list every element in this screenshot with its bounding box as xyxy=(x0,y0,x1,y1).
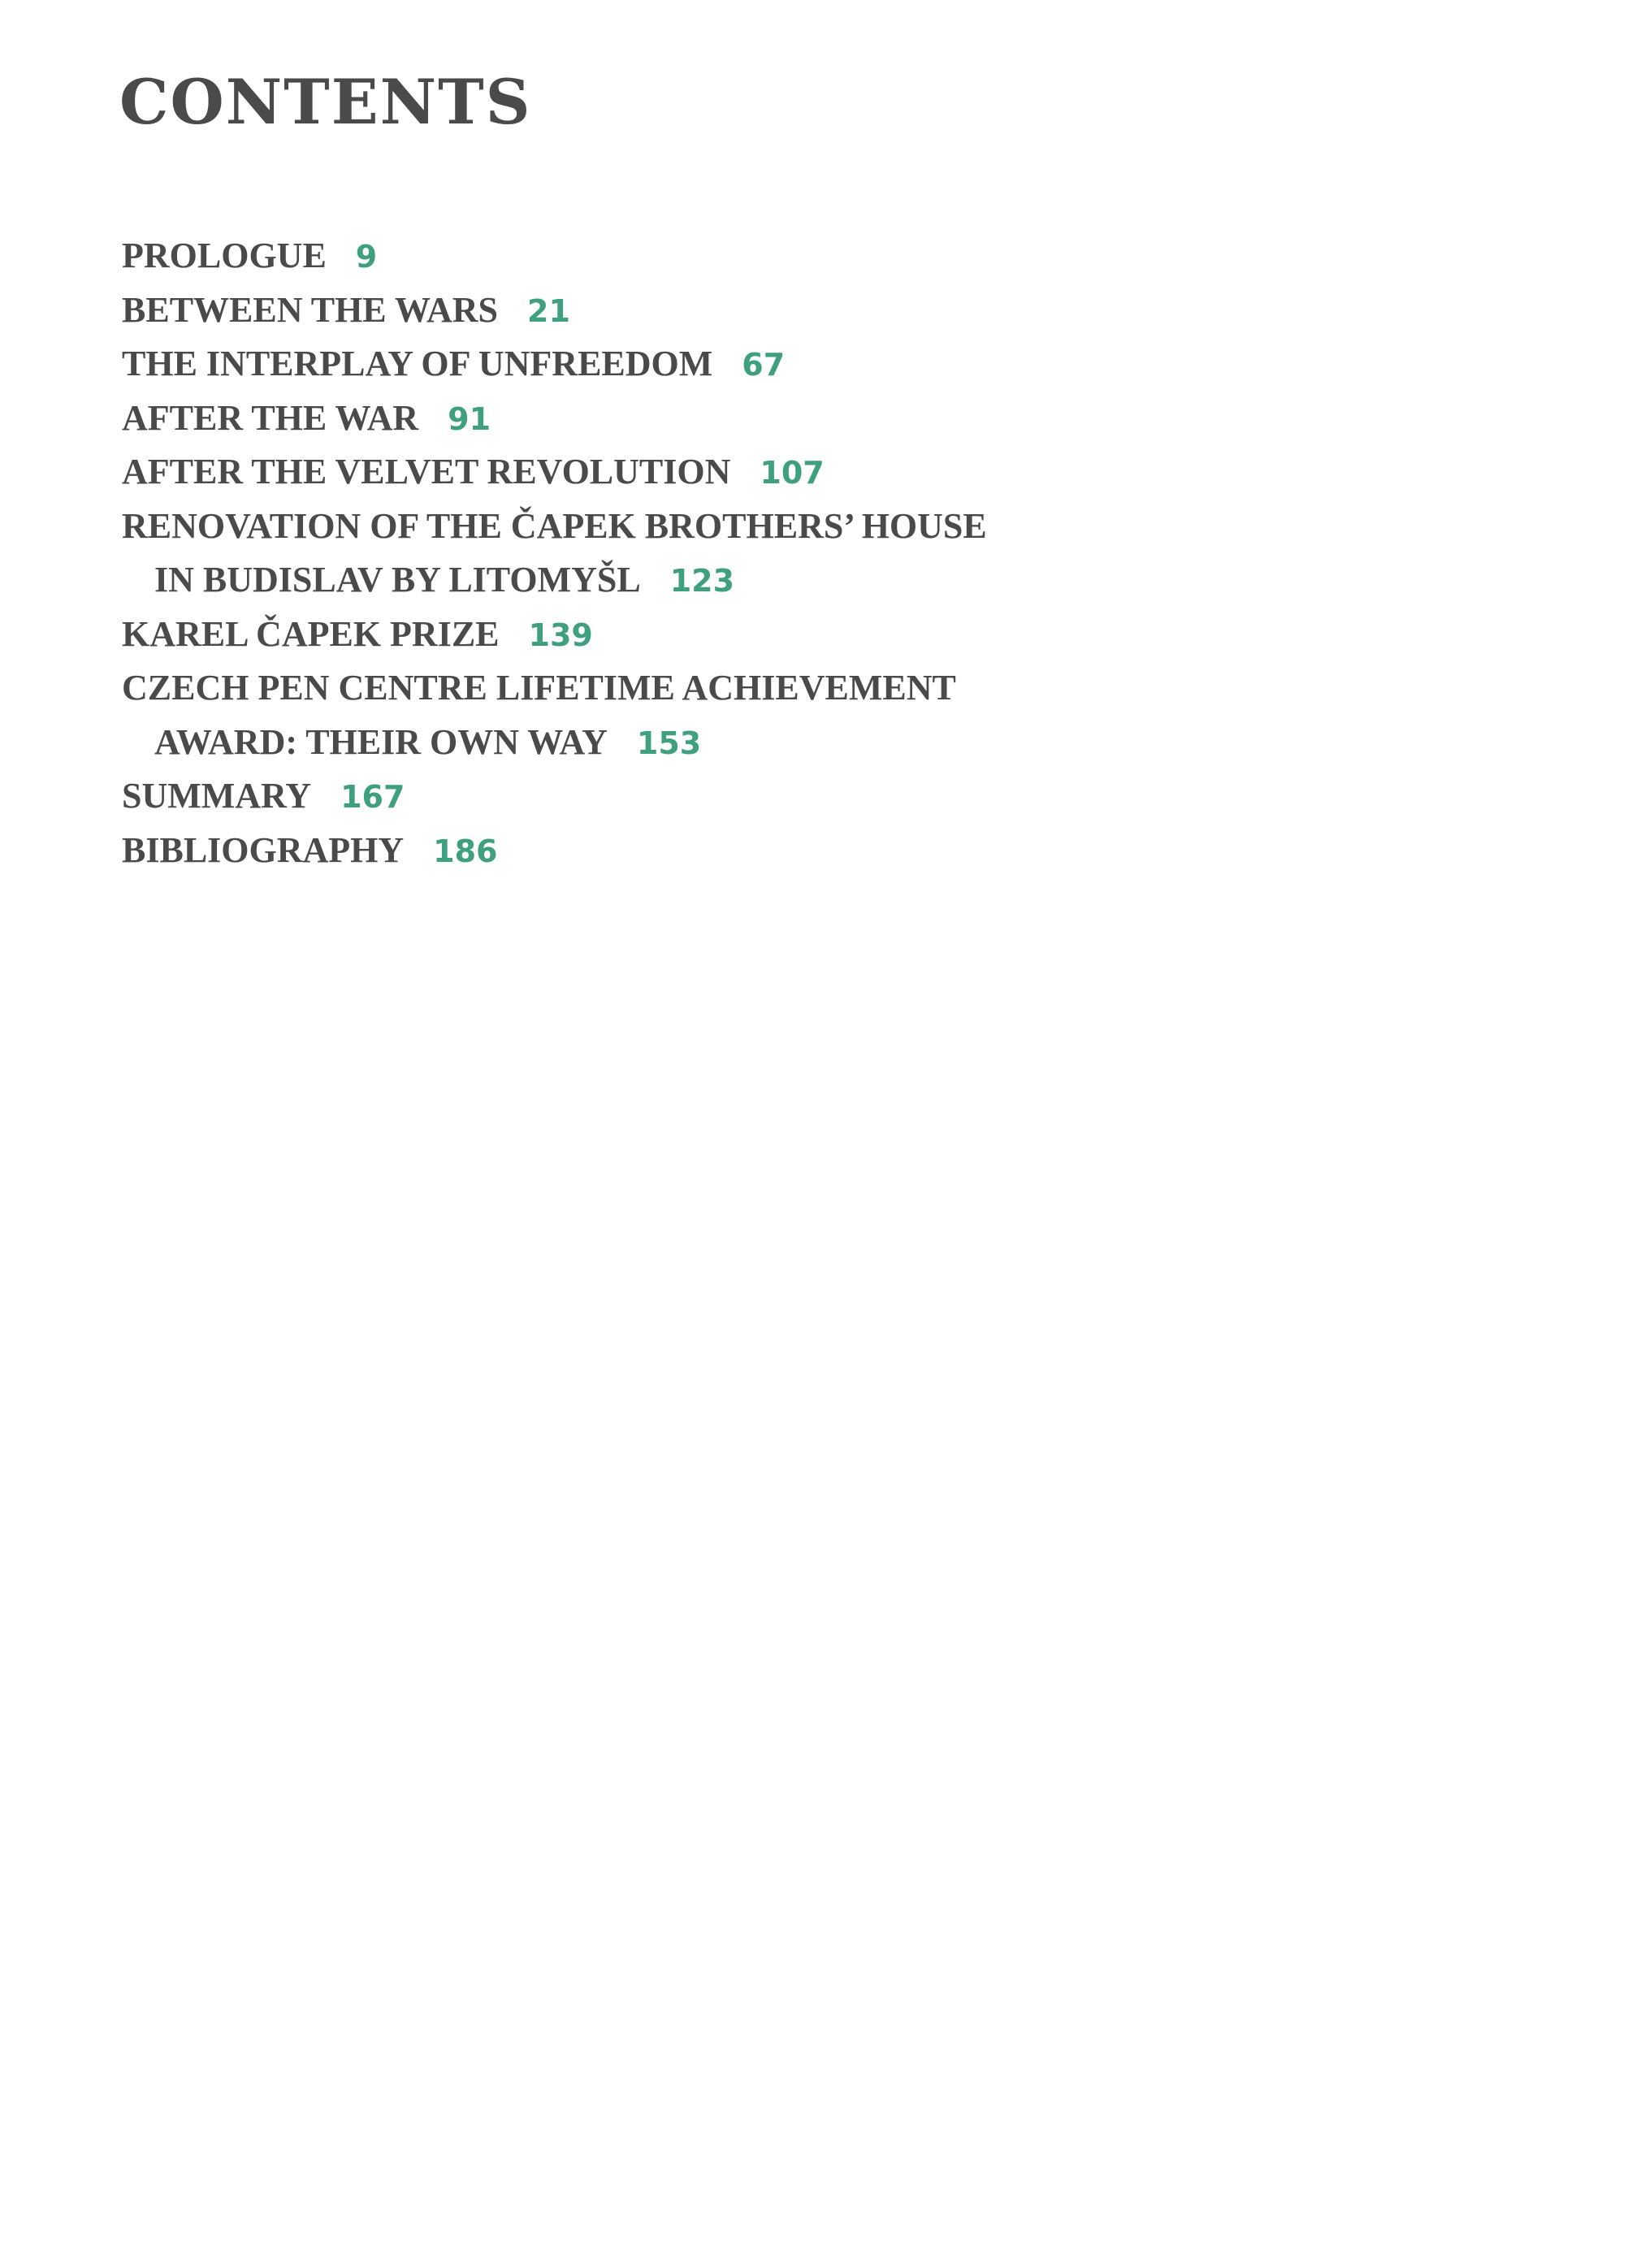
toc-entry-title: RENOVATION OF THE ČAPEK BROTHERS’ HOUSE xyxy=(122,505,987,546)
toc-page-number: 107 xyxy=(760,455,825,491)
toc-entry-renovation-line-1 xyxy=(122,500,1543,554)
toc-entry-between-the-wars xyxy=(122,284,1543,338)
toc-page-number: 67 xyxy=(742,347,786,383)
toc-entry-pen-award-line-2 xyxy=(122,716,1543,770)
page-title: CONTENTS xyxy=(119,66,532,138)
toc-page-number: 91 xyxy=(448,400,491,437)
toc-entry-title: PROLOGUE xyxy=(122,236,327,275)
toc-entry-pen-award-line-1 xyxy=(122,661,1543,716)
toc-entry-summary xyxy=(122,769,1543,824)
toc-entry-title: KAREL ČAPEK PRIZE xyxy=(122,613,500,654)
toc-entry-after-velvet-revolution xyxy=(122,445,1543,500)
table-of-contents xyxy=(122,229,1543,877)
toc-entry-after-the-war xyxy=(122,392,1543,446)
toc-entry-title: BETWEEN THE WARS xyxy=(122,289,498,330)
toc-entry-title: CZECH PEN CENTRE LIFETIME ACHIEVEMENT xyxy=(122,668,956,708)
toc-entry-prologue xyxy=(122,229,1543,284)
toc-entry-title: AFTER THE VELVET REVOLUTION xyxy=(122,452,731,491)
toc-entry-title: IN BUDISLAV BY LITOMYŠL xyxy=(154,560,641,599)
toc-page-number: 153 xyxy=(636,725,702,761)
toc-page-number: 21 xyxy=(527,292,570,329)
toc-entry-title: AFTER THE WAR xyxy=(122,397,419,438)
toc-entry-title: BIBLIOGRAPHY xyxy=(122,829,405,870)
toc-entry-title: THE INTERPLAY OF UNFREEDOM xyxy=(122,344,713,383)
toc-entry-renovation-line-2 xyxy=(122,553,1543,608)
toc-entry-karel-capek-prize xyxy=(122,608,1543,662)
toc-page-number: 123 xyxy=(669,563,735,599)
toc-entry-title: AWARD: THEIR OWN WAY xyxy=(154,721,608,762)
toc-entry-title: SUMMARY xyxy=(122,776,312,816)
toc-page-number: 186 xyxy=(433,833,498,869)
toc-entry-bibliography xyxy=(122,824,1543,878)
toc-entry-interplay-of-unfreedom xyxy=(122,337,1543,392)
toc-page-number: 167 xyxy=(340,779,405,815)
toc-page-number: 9 xyxy=(355,239,378,275)
toc-page-number: 139 xyxy=(528,617,593,653)
